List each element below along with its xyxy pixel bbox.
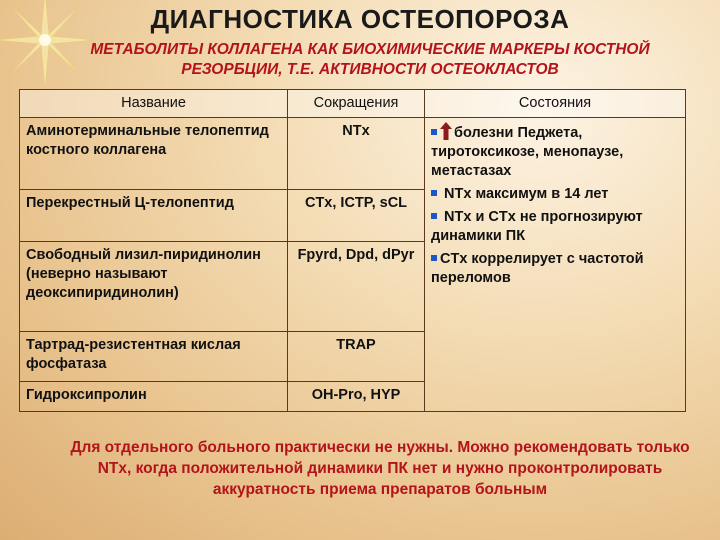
state-item xyxy=(431,208,679,246)
bullet-icon xyxy=(431,190,437,196)
state-text: NTx и CTx не прогнозируют динамики ПК xyxy=(431,209,643,244)
state-item xyxy=(431,250,679,288)
bullet-icon xyxy=(431,129,437,135)
bullet-icon xyxy=(431,213,437,219)
markers-table xyxy=(19,89,686,412)
marker-abbr: Fpyrd, Dpd, dPyr xyxy=(288,242,425,332)
column-header-name: Название xyxy=(20,90,288,118)
state-text: CTx коррелирует с частотой переломов xyxy=(431,251,644,286)
marker-abbr: NTx xyxy=(288,118,425,190)
column-header-states: Состояния xyxy=(425,90,686,118)
page-subtitle: МЕТАБОЛИТЫ КОЛЛАГЕНА КАК БИОХИМИЧЕСКИЕ МАРКЕРЫ КОСТНОЙ РЕЗОРБЦИИ, Т.Е. АКТИВНОСТИ ОСТЕОКЛАСТОВ xyxy=(90,41,650,78)
marker-name: Аминотерминальные телопептид костного коллагена xyxy=(20,118,288,190)
states-cell xyxy=(425,118,686,412)
bullet-icon xyxy=(431,255,437,261)
state-text: NTx максимум в 14 лет xyxy=(444,186,609,202)
marker-abbr: OH-Pro, HYP xyxy=(288,382,425,412)
marker-name: Перекрестный Ц-телопептид xyxy=(20,190,288,242)
page-title: ДИАГНОСТИКА ОСТЕОПОРОЗА xyxy=(150,4,570,34)
marker-name: Свободный лизил-пиридинолин (неверно называют деоксипиридинолин) xyxy=(20,242,288,332)
footer-note: Для отдельного больного практически не нужны. Можно рекомендовать только NTx, когда положительной динамики ПК нет и нужно проконтролировать аккуратность приема препаратов больным xyxy=(70,439,690,498)
table-header-row xyxy=(20,90,686,118)
marker-abbr: CTx, ICTP, sCL xyxy=(288,190,425,242)
state-text: болезни Педжета, тиротоксикозе, менопаузе, метастазах xyxy=(431,125,624,179)
marker-name: Гидроксипролин xyxy=(20,382,288,412)
state-item xyxy=(431,185,679,204)
marker-abbr: TRAP xyxy=(288,332,425,382)
table-row xyxy=(20,118,686,190)
marker-name: Тартрад-резистентная кислая фосфатаза xyxy=(20,332,288,382)
column-header-abbr: Сокращения xyxy=(288,90,425,118)
up-arrow-icon xyxy=(440,122,452,140)
state-item xyxy=(431,122,679,181)
